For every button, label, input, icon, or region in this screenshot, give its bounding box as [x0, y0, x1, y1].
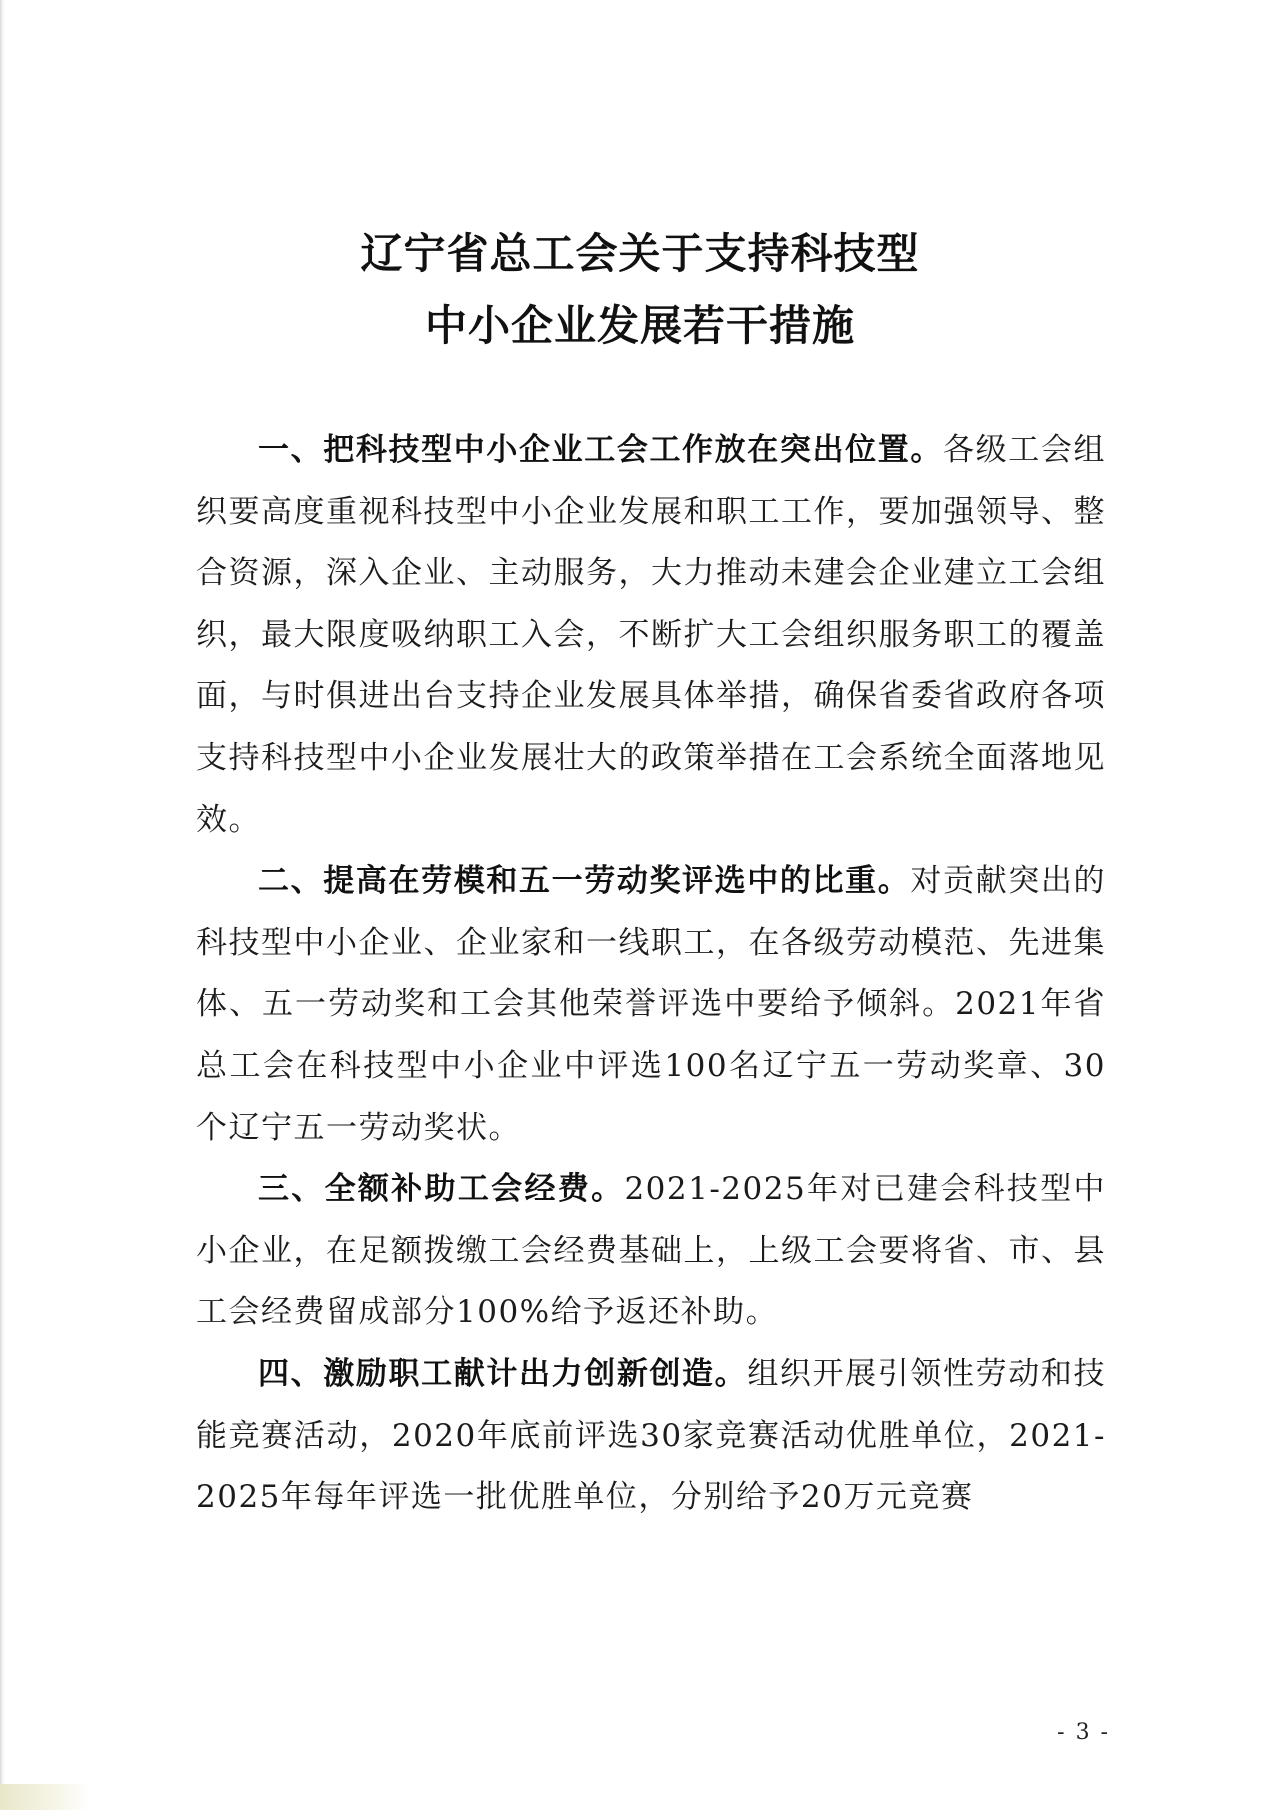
paragraph-1: [196, 420, 1106, 851]
paragraph-text: 2021-2025年对已建会科技型中小企业，在足额拨缴工会经费基础上，上级工会要将省、市、县工会经费留成部分100%给予返还补助。: [196, 1171, 1107, 1331]
paragraph-3: [196, 1159, 1106, 1344]
paragraph-text: 对贡献突出的科技型中小企业、企业家和一线职工，在各级劳动模范、先进集体、五一劳动奖和工会其他荣誉评选中要给予倾斜。2021年省总工会在科技型中小企业中评选100名辽宁五一劳动奖章、30个辽宁五一劳动奖状。: [196, 863, 1107, 1146]
paragraph-heading: 四、激励职工献计出力创新创造。: [258, 1355, 748, 1392]
scan-corner-mark: [0, 1784, 90, 1810]
paragraph-2: [196, 851, 1106, 1159]
document-title: [0, 218, 1280, 362]
title-line-1: 辽宁省总工会关于支持科技型: [360, 229, 920, 278]
document-body: [196, 420, 1106, 1529]
title-line-2: 中小企业发展若干措施: [424, 301, 855, 350]
paragraph-heading: 三、全额补助工会经费。: [258, 1171, 625, 1208]
paragraph-text: 组织开展引领性劳动和技能竞赛活动，2020年底前评选30家竞赛活动优胜单位，2021-2025年每年评选一批优胜单位，分别给予20万元竞赛: [196, 1355, 1107, 1516]
paragraph-heading: 二、提高在劳模和五一劳动奖评选中的比重。: [258, 863, 911, 900]
paragraph-text: 各级工会组织要高度重视科技型中小企业发展和职工工作，要加强领导、整合资源，深入企业、主动服务，大力推动未建会企业建立工会组织，最大限度吸纳职工入会，不断扩大工会组织服务职工的覆盖面，与时俱进出台支持企业发展具体举措，确保省委省政府各项支持科技型中小企业发展壮大的政策举措在工会系统全面落地见效。: [196, 432, 1107, 838]
paragraph-4: [196, 1344, 1106, 1529]
paragraph-heading: 一、把科技型中小企业工会工作放在突出位置。: [258, 432, 944, 468]
page-number: - 3 -: [1057, 1720, 1110, 1745]
